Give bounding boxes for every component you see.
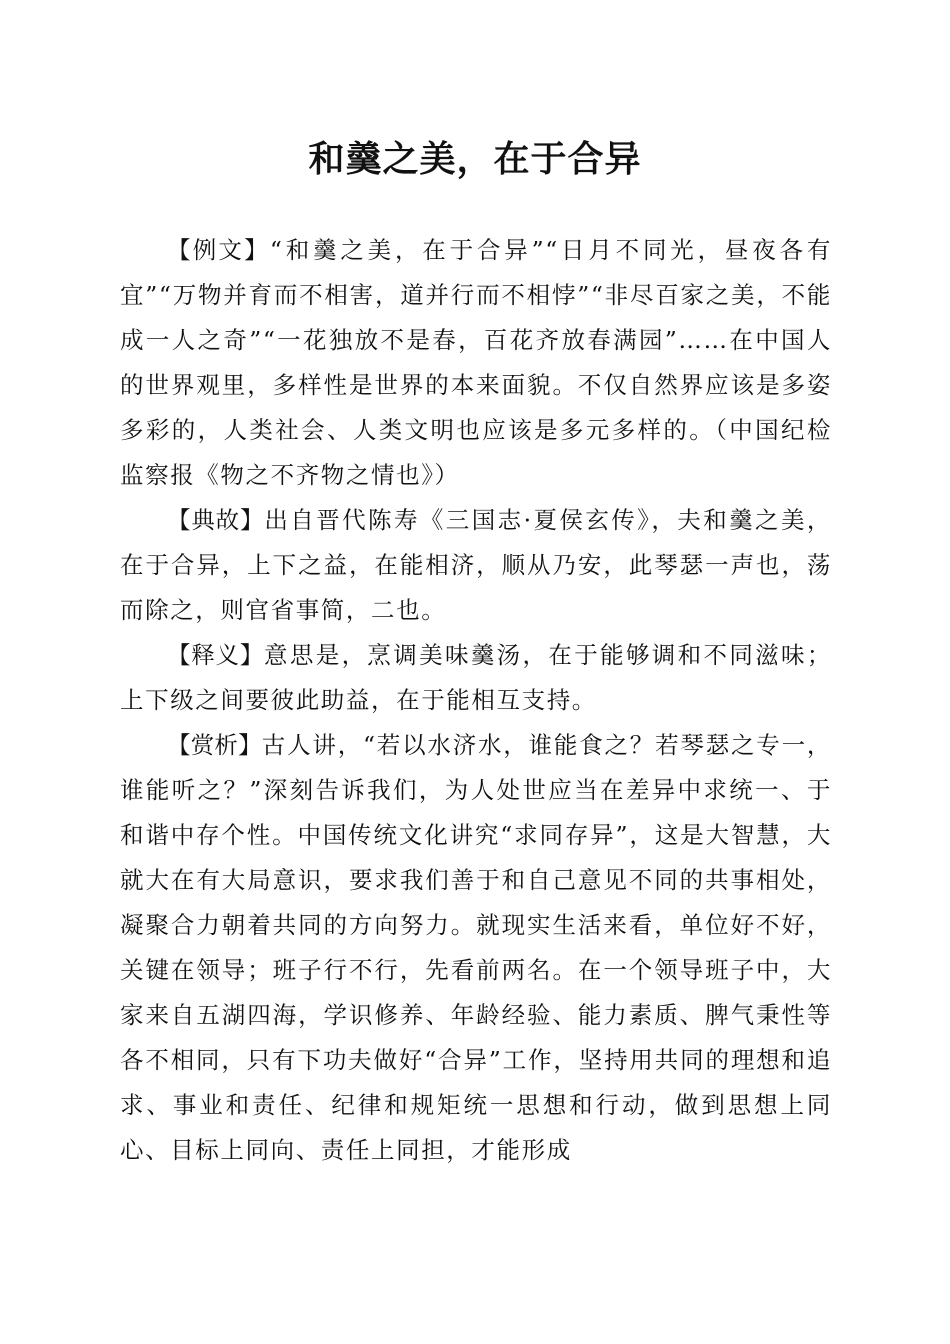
- document-title: 和羹之美，在于合异: [308, 138, 642, 180]
- paragraph-text-example: “和羹之美，在于合异”“日月不同光，昼夜各有宜”“万物并育而不相害，道并行而不相悖”“非尽百家之美，不能成一人之奇”“一花独放不是春，百花齐放春满园”……在中国人的世界观里，多样性是世界的本来面貌。不仅自然界应该是多姿多彩的，人类社会、人类文明也应该是多元多样的。（中国纪检监察报《物之不齐物之情也》）: [120, 236, 832, 489]
- paragraph-example: [120, 228, 832, 498]
- paragraph-text-meaning: 意思是，烹调美味羹汤，在于能够调和不同滋味；上下级之间要彼此助益，在于能相互支持。: [120, 641, 833, 714]
- paragraph-tag-meaning: 【释义】: [167, 641, 265, 669]
- paragraph-allusion: [120, 498, 832, 633]
- paragraph-text-analysis: 古人讲，“若以水济水，谁能食之？若琴瑟之专一，谁能听之？”深刻告诉我们，为人处世应当在差异中求统一、于和谐中存个性。中国传统文化讲究“求同存异”，这是大智慧，大就大在有大局意识，要求我们善于和自己意见不同的共事相处，凝聚合力朝着共同的方向努力。就现实生活来看，单位好不好，关键在领导；班子行不行，先看前两名。在一个领导班子中，大家来自五湖四海，学识修养、年龄经验、能力素质、脾气秉性等各不相同，只有下功夫做好“合异”工作，坚持用共同的理想和追求、事业和责任、纪律和规矩统一思想和行动，做到思想上同心、目标上同向、责任上同担，才能形成: [120, 731, 832, 1164]
- paragraph-analysis: [120, 723, 832, 1173]
- document-body: [120, 228, 832, 1173]
- paragraph-tag-analysis: 【赏析】: [167, 731, 262, 759]
- paragraph-meaning: [120, 633, 832, 723]
- paragraph-text-allusion: 出自晋代陈寿《三国志·夏侯玄传》，夫和羹之美，在于合异，上下之益，在能相济，顺从乃安，此琴瑟一声也，荡而除之，则官省事简，二也。: [120, 506, 832, 624]
- paragraph-tag-allusion: 【典故】: [167, 506, 265, 534]
- paragraph-tag-example: 【例文】: [167, 236, 270, 264]
